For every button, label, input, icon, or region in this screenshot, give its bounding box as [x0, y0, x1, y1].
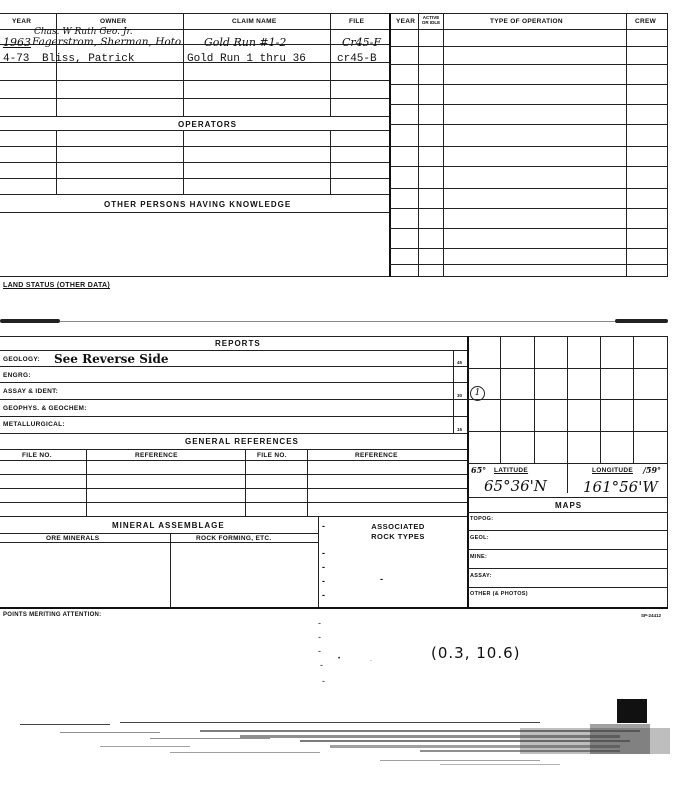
- operators-heading: OPERATORS: [178, 120, 237, 129]
- circled-mark: [470, 386, 485, 401]
- map-item-mine: MINE:: [470, 554, 488, 560]
- latitude-value: 65°36'N: [484, 477, 547, 495]
- row1-owner: Fagerstrom, Sherman, Hoto: [32, 36, 182, 48]
- longitude-suffix: /59°: [643, 465, 662, 475]
- report-label-assay: ASSAY & IDENT:: [3, 388, 59, 395]
- ore-minerals-label: ORE MINERALS: [46, 535, 100, 542]
- points-meriting-label: POINTS MERITING ATTENTION:: [3, 612, 102, 618]
- header-claim-name: CLAIM NAME: [232, 18, 277, 25]
- row1-year: 1963: [3, 36, 31, 49]
- row2-owner: Bliss, Patrick: [42, 53, 135, 65]
- col-reference: REFERENCE: [135, 452, 178, 459]
- row1-file: Cr45-F: [342, 36, 382, 49]
- land-status-label: LAND STATUS (OTHER DATA): [3, 282, 111, 289]
- report-label-geophys: GEOPHYS. & GEOCHEM:: [3, 405, 87, 412]
- map-item-geol: GEOL:: [470, 535, 489, 541]
- longitude-label: LONGITUDE: [592, 467, 633, 474]
- row2-file: cr45-B: [337, 53, 377, 65]
- other-persons-heading: OTHER PERSONS HAVING KNOWLEDGE: [104, 200, 292, 209]
- longitude-value: 161°56'W: [583, 478, 658, 496]
- rock-forming-label: ROCK FORMING, ETC.: [196, 535, 272, 542]
- map-item-other: OTHER (& PHOTOS): [470, 591, 528, 597]
- map-item-assay: ASSAY:: [470, 573, 492, 579]
- map-item-topog: TOPOG:: [470, 516, 494, 522]
- report-value-geology: See Reverse Side: [54, 352, 169, 366]
- latitude-label: LATITUDE: [494, 467, 529, 474]
- owner-annotation: Chas. W Ruth Geo. Jr.: [34, 27, 133, 37]
- mineral-assemblage-heading: MINERAL ASSEMBLAGE: [112, 521, 225, 530]
- form-code: SP-24412: [641, 613, 662, 618]
- header-year: YEAR: [12, 18, 32, 25]
- general-references-heading: GENERAL REFERENCES: [185, 437, 299, 446]
- row1-claim: Gold Run #1-2: [204, 36, 287, 49]
- header-active-or-idle: ACTIVE OR IDLE: [421, 15, 441, 25]
- maps-heading: MAPS: [555, 501, 583, 510]
- associated-rock-types-label: ASSOCIATED ROCK TYPES: [371, 522, 425, 541]
- header-crew: CREW: [635, 18, 657, 25]
- col-file-no-2: FILE NO.: [257, 452, 287, 459]
- header-year-2: YEAR: [396, 18, 416, 25]
- report-num-geology: 45: [457, 360, 463, 365]
- report-num-assay: 30: [457, 393, 463, 398]
- reports-heading: REPORTS: [215, 339, 261, 348]
- row2-claim: Gold Run 1 thru 36: [187, 53, 306, 65]
- circled-mark-text: 1: [474, 388, 481, 398]
- col-reference-2: REFERENCE: [355, 452, 398, 459]
- scan-smudge-right: [615, 319, 668, 323]
- row2-year: 4-73: [3, 53, 30, 65]
- header-type-of-operation: TYPE OF OPERATION: [490, 18, 563, 25]
- header-file: FILE: [349, 18, 365, 25]
- scan-noise-band: [0, 690, 678, 780]
- report-label-metallurgical: METALLURGICAL:: [3, 421, 65, 428]
- report-label-engrg: ENGRG:: [3, 372, 31, 379]
- latitude-prefix: 65°: [471, 465, 487, 475]
- report-label-geology: GEOLOGY:: [3, 356, 40, 363]
- col-file-no: FILE NO.: [22, 452, 52, 459]
- header-owner: OWNER: [100, 18, 127, 25]
- handwritten-coordinates: (0.3, 10.6): [431, 644, 521, 662]
- report-num-metallurgical: 15: [457, 427, 463, 432]
- scan-smudge-left: [0, 319, 60, 323]
